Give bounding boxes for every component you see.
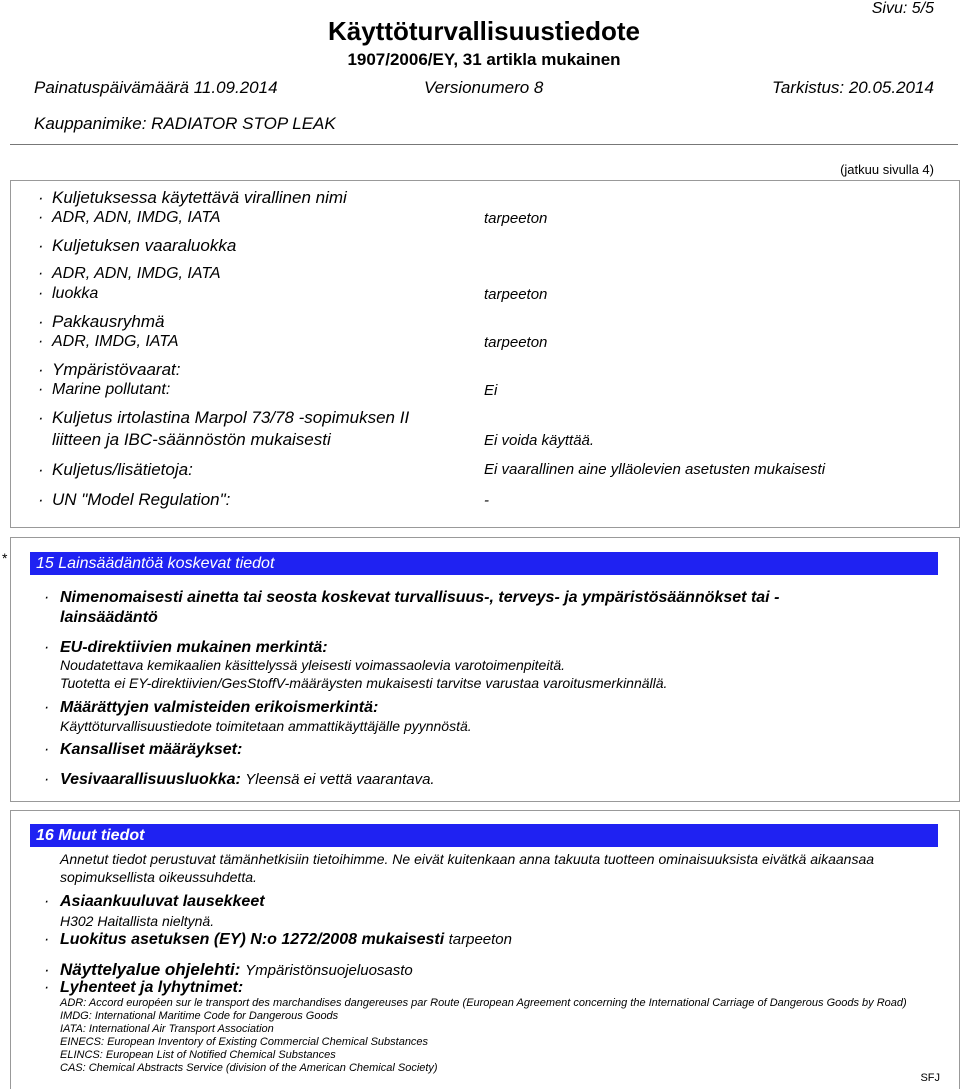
marine-pollutant-value: Ei [484, 382, 498, 399]
regulation-heading: · Nimenomaisesti ainetta tai seosta koskevat turvallisuus-, terveys- ja ympäristösäännökset tai - [44, 589, 780, 606]
relevant-phrases-heading: · Asiaankuuluvat lausekkeet [44, 893, 265, 910]
classification-heading: · Luokitus asetuksen (EY) N:o 1272/2008 mukaisesti tarpeeton [44, 931, 512, 948]
eu-labelling-heading: · EU-direktiivien mukainen merkintä: [44, 639, 328, 656]
transport-extra-value: Ei vaarallinen aine ylläolevien asetusten mukaisesti [484, 461, 826, 478]
section-15-title: 15 Lainsäädäntöä koskevat tiedot [30, 552, 938, 575]
disclaimer-text-1: Annetut tiedot perustuvat tämänhetkisiin tietoihimme. Ne eivät kuitenkaan anna takuuta tuotteen ominaisuuksista eivätkä aikaansaa [60, 851, 875, 867]
abbreviation-item: ELINCS: European List of Notified Chemical Substances [60, 1049, 336, 1061]
revision-date: Tarkistus: 20.05.2014 [772, 78, 934, 97]
national-regulations-heading: · Kansalliset määräykset: [44, 741, 243, 758]
relevant-phrases-text: H302 Haitallista nieltynä. [60, 913, 215, 929]
bulk-transport-label-cont: liitteen ja IBC-säännöstön mukaisesti [52, 430, 331, 449]
document-subtitle: 1907/2006/EY, 31 artikla mukainen [347, 50, 621, 69]
class-label: · luokka [38, 285, 99, 302]
abbreviation-item: CAS: Chemical Abstracts Service (division of the American Chemical Society) [60, 1062, 438, 1074]
version-number: Versionumero 8 [424, 78, 544, 97]
regulation-heading-cont: lainsäädäntö [60, 609, 158, 626]
packing-group-value: tarpeeton [484, 334, 548, 351]
eu-labelling-text-2: Tuotetta ei EY-direktiivien/GesStoffV-määräysten mukaisesti tarvitse varustaa varoitusmerkinnällä. [60, 675, 668, 691]
shipping-name-value: tarpeeton [484, 210, 548, 227]
abbreviation-item: ADR: Accord européen sur le transport des marchandises dangereuses par Route (European Agreement concerning the International Carriage of Dangerous Goods by Road) [60, 997, 907, 1009]
un-model-regulation-label: · UN "Model Regulation": [38, 490, 231, 509]
env-hazards-label: · Ympäristövaarat: [38, 360, 181, 379]
abbreviation-item: IMDG: International Maritime Code for Dangerous Goods [60, 1010, 339, 1022]
marine-pollutant-label: · Marine pollutant: [38, 381, 171, 398]
eu-labelling-text-1: Noudatettava kemikaalien käsittelyssä yleisesti voimassaolevia varotoimenpiteitä. [60, 657, 566, 673]
special-labelling-text: Käyttöturvallisuustiedote toimitetaan ammattikäyttäjälle pyynnöstä. [60, 718, 472, 734]
packing-group-modes: · ADR, IMDG, IATA [38, 333, 179, 350]
transport-extra-label: · Kuljetus/lisätietoja: [38, 460, 193, 479]
section-16-title: 16 Muut tiedot [30, 824, 938, 847]
change-marker: * [2, 550, 8, 566]
special-labelling-heading: · Määrättyjen valmisteiden erikoismerkintä: [44, 699, 379, 716]
un-model-regulation-value: - [484, 492, 489, 509]
document-title: Käyttöturvallisuustiedote [327, 16, 641, 46]
class-value: tarpeeton [484, 286, 548, 303]
trade-name: Kauppanimike: RADIATOR STOP LEAK [34, 114, 336, 133]
issuer-value: Ympäristönsuojeluosasto [245, 962, 413, 979]
hazard-class-label: · Kuljetuksen vaaraluokka [38, 236, 237, 255]
water-hazard-value: Yleensä ei vettä vaarantava. [245, 771, 435, 788]
shipping-name-label: · Kuljetuksessa käytettävä virallinen nimi [38, 188, 347, 207]
disclaimer-text-2: sopimuksellista oikeussuhdetta. [60, 869, 257, 885]
abbreviations-heading: · Lyhenteet ja lyhytnimet: [44, 979, 244, 996]
water-hazard-class: · Vesivaarallisuusluokka: Yleensä ei vettä vaarantava. [44, 771, 435, 788]
bulk-transport-label: · Kuljetus irtolastina Marpol 73/78 -sopimuksen II [38, 408, 410, 427]
hazard-class-modes: · ADR, ADN, IMDG, IATA [38, 265, 221, 282]
abbreviation-item: IATA: International Air Transport Association [60, 1023, 274, 1035]
abbreviation-item: EINECS: European Inventory of Existing Commercial Chemical Substances [60, 1036, 429, 1048]
classification-value: tarpeeton [448, 931, 512, 948]
packing-group-label: · Pakkausryhmä [38, 312, 165, 331]
issuer-heading: · Näyttelyalue ohjelehti: Ympäristönsuojeluosasto [44, 960, 413, 979]
header-divider [10, 144, 958, 145]
bulk-transport-value: Ei voida käyttää. [484, 432, 595, 449]
footer-code: SFJ [920, 1072, 940, 1084]
shipping-name-modes: · ADR, ADN, IMDG, IATA [38, 209, 221, 226]
print-date: Painatuspäivämäärä 11.09.2014 [34, 78, 278, 97]
continued-note: (jatkuu sivulla 4) [840, 162, 934, 177]
page-number: Sivu: 5/5 [871, 0, 934, 17]
